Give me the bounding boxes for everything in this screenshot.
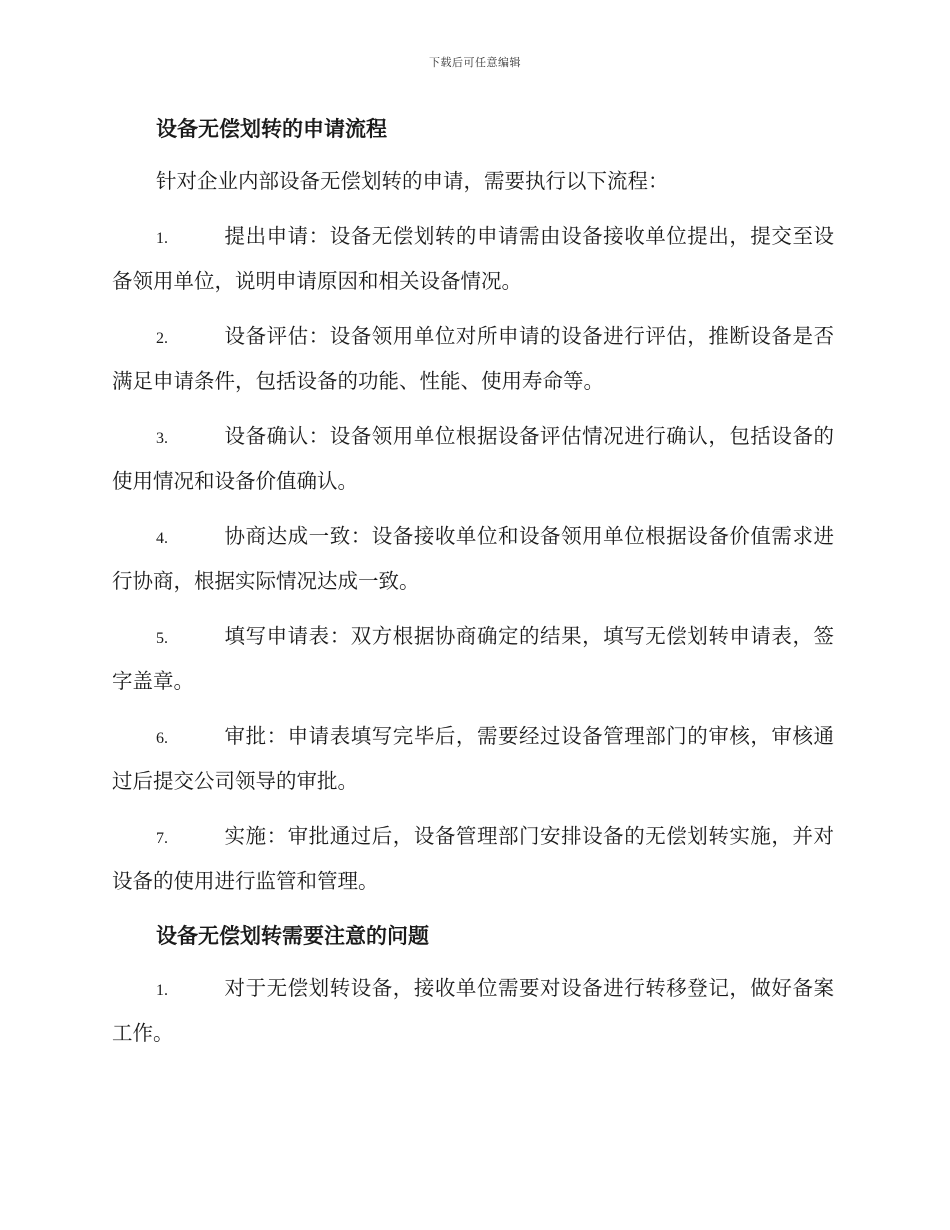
list-item <box>112 515 834 603</box>
list-item <box>112 967 834 1055</box>
list-item-number: 1. <box>156 982 168 999</box>
list-item-number: 4. <box>156 530 168 547</box>
list-item-text: 对于无偿划转设备，接收单位需要对设备进行转移登记，做好备案工作。 <box>112 976 834 1045</box>
notes-list <box>112 967 834 1055</box>
header-note: 下载后可任意编辑 <box>429 56 521 69</box>
section-title-application-process: 设备无偿划转的申请流程 <box>156 117 387 141</box>
list-item-text: 协商达成一致：设备接收单位和设备领用单位根据设备价值需求进行协商，根据实际情况达成一致。 <box>112 524 834 593</box>
list-item <box>112 815 834 903</box>
list-item-text: 设备评估：设备领用单位对所申请的设备进行评估，推断设备是否满足申请条件，包括设备的功能、性能、使用寿命等。 <box>112 324 834 393</box>
intro-paragraph: 针对企业内部设备无偿划转的申请，需要执行以下流程： <box>156 169 669 193</box>
section-title-notes: 设备无偿划转需要注意的问题 <box>156 924 429 948</box>
list-item-number: 5. <box>156 630 168 647</box>
list-item-text: 填写申请表：双方根据协商确定的结果，填写无偿划转申请表，签字盖章。 <box>112 624 834 693</box>
list-item-text: 审批：申请表填写完毕后，需要经过设备管理部门的审核，审核通过后提交公司领导的审批。 <box>112 724 834 793</box>
document-body <box>112 110 834 1055</box>
list-item <box>112 215 834 303</box>
list-item-number: 3. <box>156 430 168 447</box>
list-item-text: 实施：审批通过后，设备管理部门安排设备的无偿划转实施，并对设备的使用进行监管和管理。 <box>112 824 834 893</box>
list-item-text: 设备确认：设备领用单位根据设备评估情况进行确认，包括设备的使用情况和设备价值确认。 <box>112 424 834 493</box>
list-item-number: 2. <box>156 330 168 347</box>
process-steps-list <box>112 215 834 903</box>
list-item-number: 1. <box>156 230 168 247</box>
list-item-number: 6. <box>156 730 168 747</box>
list-item <box>112 315 834 403</box>
list-item-text: 提出申请：设备无偿划转的申请需由设备接收单位提出，提交至设备领用单位，说明申请原因和相关设备情况。 <box>112 224 834 293</box>
list-item-number: 7. <box>156 830 168 847</box>
list-item <box>112 715 834 803</box>
list-item <box>112 415 834 503</box>
list-item <box>112 615 834 703</box>
